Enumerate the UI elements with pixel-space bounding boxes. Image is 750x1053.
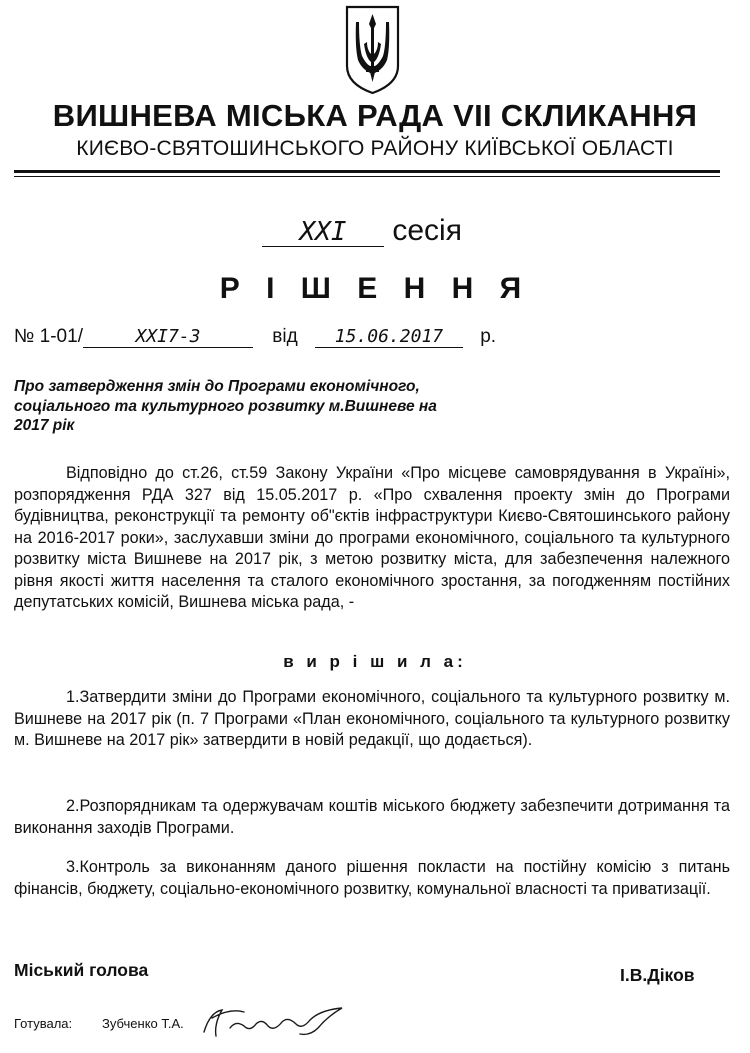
decision-title: Р І Ш Е Н Н Я <box>219 272 531 305</box>
header-divider-thin <box>14 176 720 177</box>
session-number: XXI <box>262 218 384 247</box>
resolution-item: 1.Затвердити зміни до Програми економічного, соціального та культурного розвитку м. Вишневе на 2017 рік (п. 7 Програми «План економічного, соціального та культурного розвитку м. Вишневе на 2017 рік» затвердити в новій редакції, що додається). <box>14 688 730 749</box>
resolved-heading: в и р і ш и л а: <box>283 652 467 671</box>
resolution-item: 2.Розпорядникам та одержувачам коштів міського бюджету забезпечити дотримання та виконання заходів Програми. <box>14 797 730 837</box>
mayor-name: І.В.Діков <box>620 965 695 985</box>
decision-number: XXI7-3 <box>83 327 253 348</box>
decision-number-line <box>14 326 496 348</box>
decision-date-suffix: р. <box>480 326 497 347</box>
session-label: сесія <box>392 214 462 247</box>
preamble-paragraph: Відповідно до ст.26, ст.59 Закону України «Про місцеве самоврядування в Україні», розпорядження РДА 327 від 15.05.2017 р. «Про схвалення проекту змін до Програми будівництва, реконструкції та ремонту об"єктів інфраструктури Києво-Святошинського району на 2016-2017 роки», заслухавши зміни до програми економічного, соціального та культурного розвитку міста Вишневе на 2017 рік, з метою розвитку міста, для забезпечення належного рівня якості життя населення та сталого економічного зростання, за погодженням постійних депутатських комісій, Вишнева міська рада, - <box>14 464 730 611</box>
prepared-name: Зубченко Т.А. <box>102 1016 184 1031</box>
prepared-label: Готувала: <box>14 1016 73 1031</box>
session-line <box>262 214 462 248</box>
signature-icon <box>200 1002 350 1042</box>
decision-number-prefix: № 1-01/ <box>14 326 83 347</box>
header-divider-thick <box>14 170 720 173</box>
council-district: КИЄВО-СВЯТОШИНСЬКОГО РАЙОНУ КИЇВСЬКОЇ ОБЛАСТІ <box>76 137 674 160</box>
decision-date-prefix: від <box>272 326 298 347</box>
council-title: ВИШНЕВА МІСЬКА РАДА VII СКЛИКАННЯ <box>52 98 698 133</box>
resolution-item: 3.Контроль за виконанням даного рішення покласти на постійну комісію з питань фінансів, бюджету, соціально-економічного розвитку, комунальної власності та приватизації. <box>14 858 730 898</box>
mayor-title: Міський голова <box>14 960 149 980</box>
decision-date: 15.06.2017 <box>315 327 463 348</box>
decision-subject: Про затвердження змін до Програми економічного, соціального та культурного розвитку м.Вишневе на 2017 рік <box>14 378 437 434</box>
coat-of-arms-icon <box>344 4 401 96</box>
prepared-by <box>14 1016 184 1031</box>
